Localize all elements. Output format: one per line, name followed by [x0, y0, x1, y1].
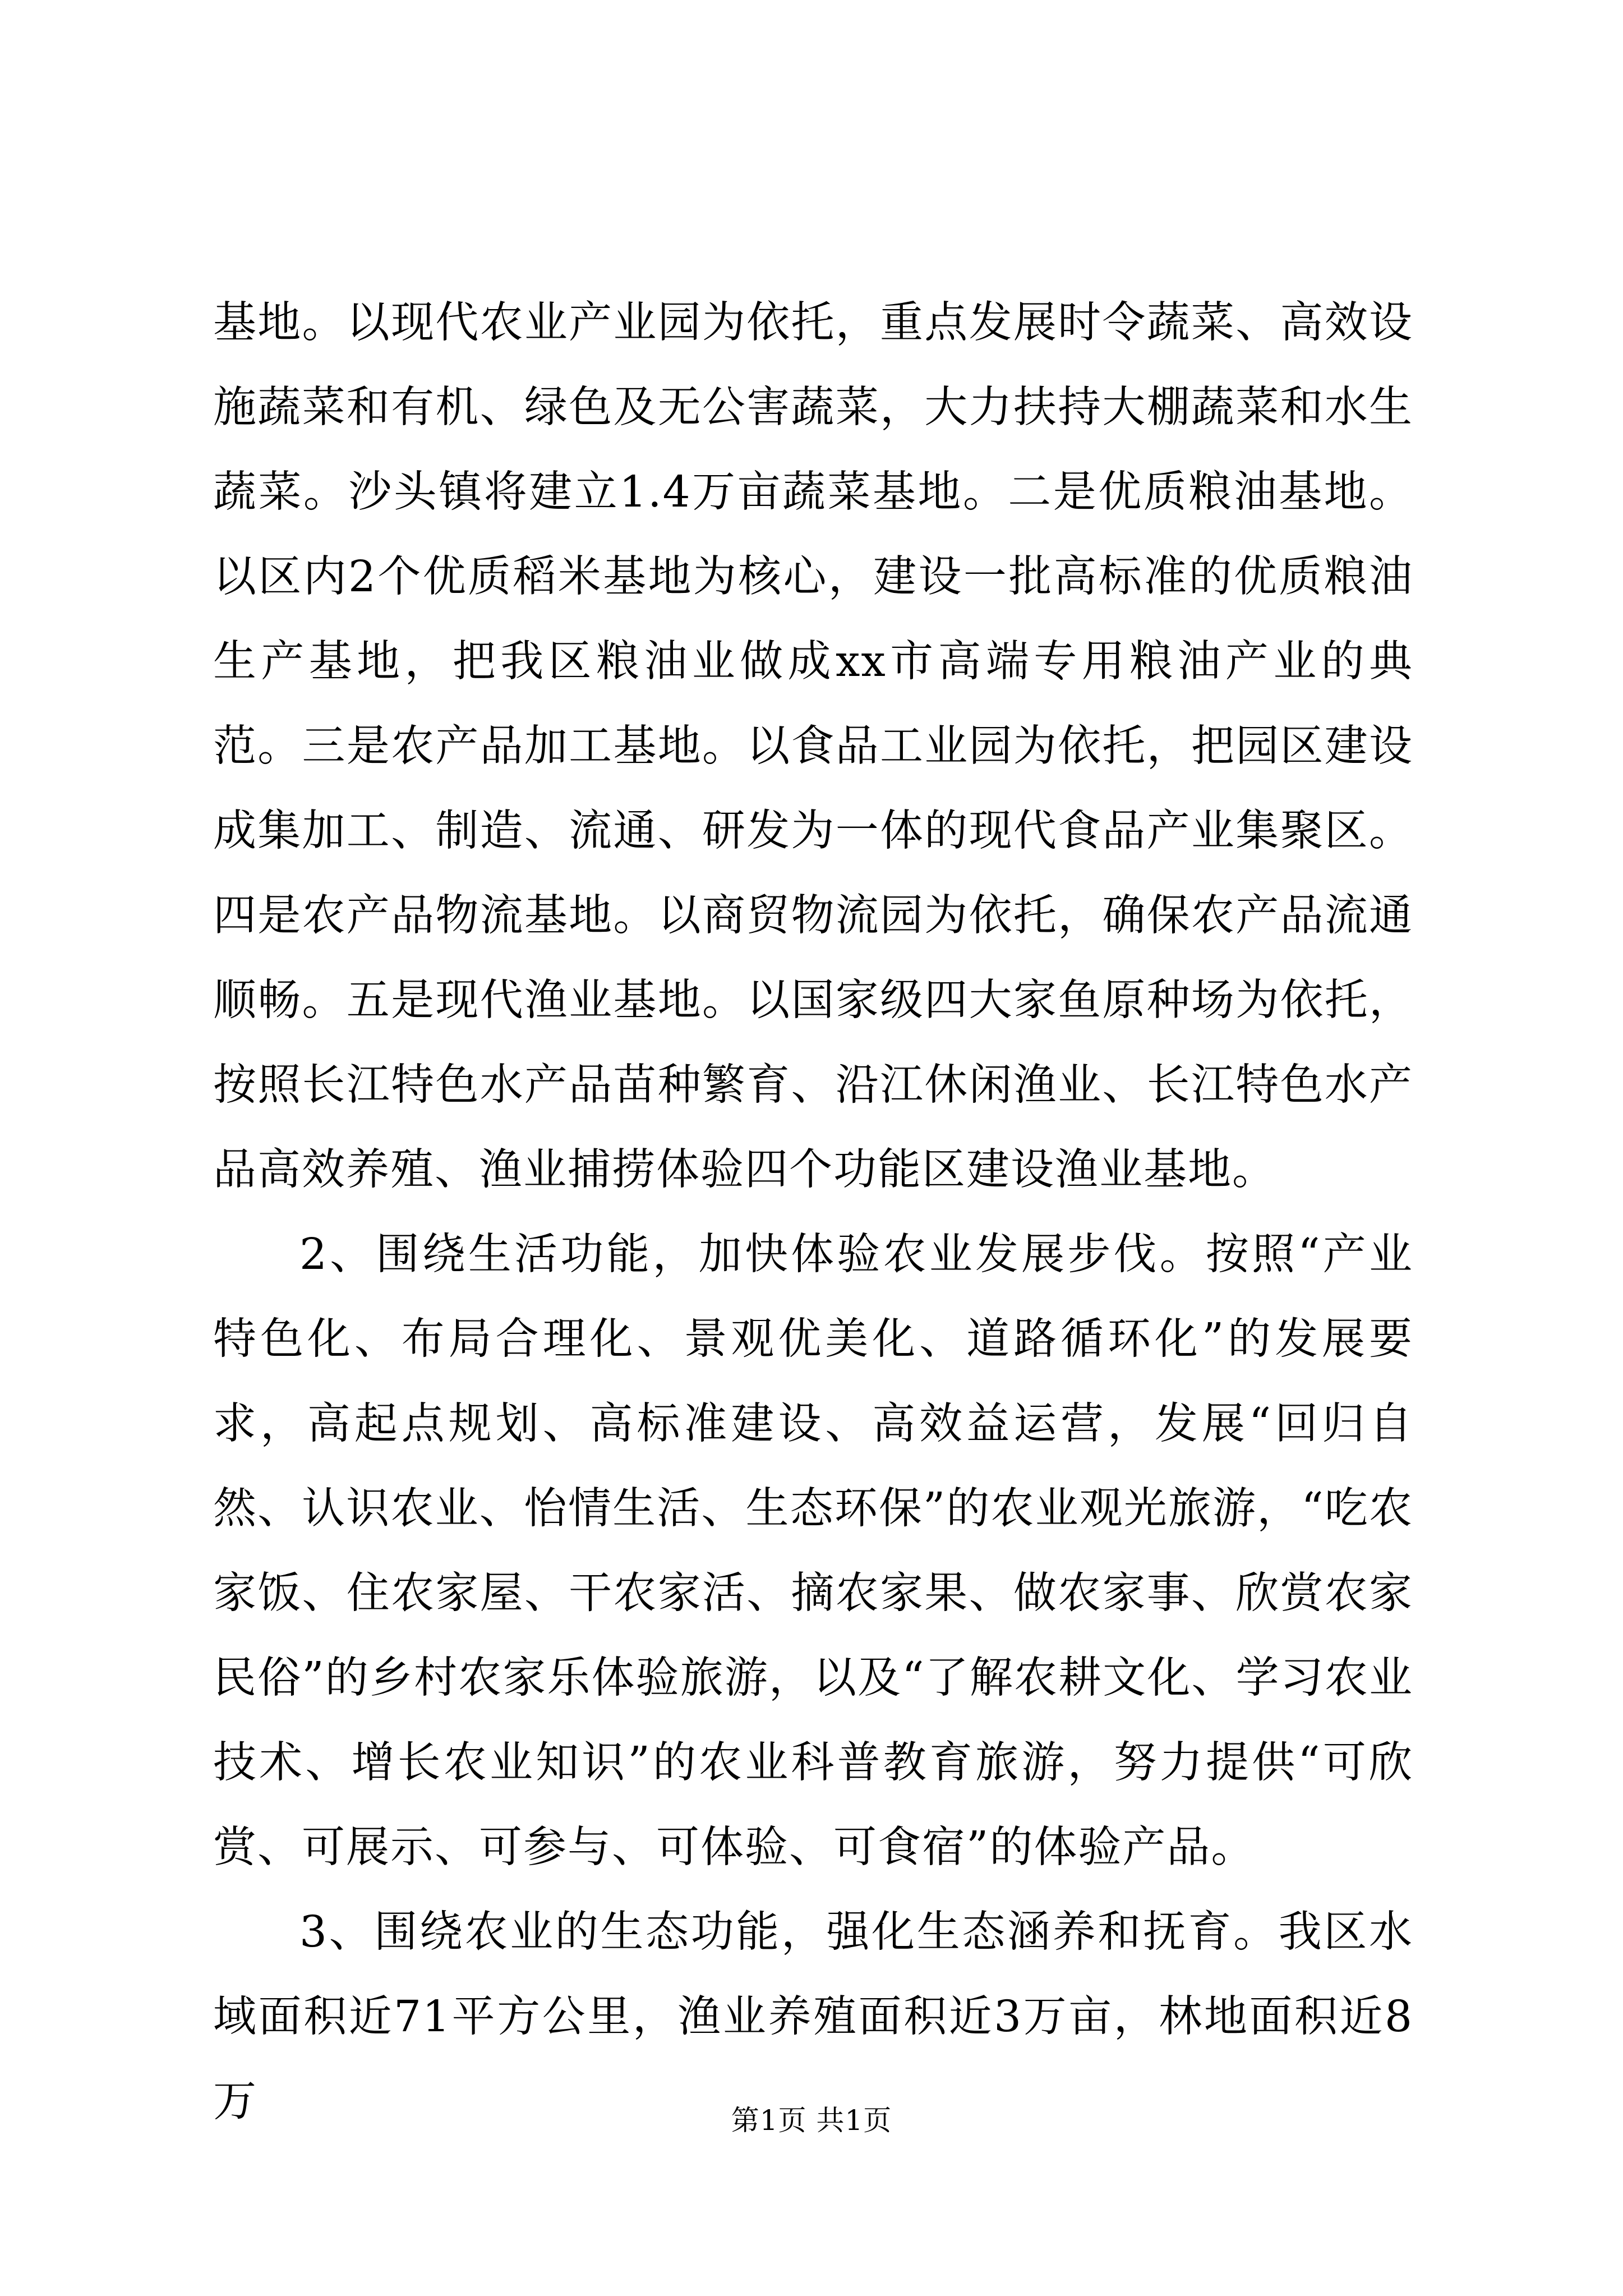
paragraph-ecological-function: 3、围绕农业的生态功能，强化生态涵养和抚育。我区水域面积近71平方公里，渔业养殖面积近3万亩，林地面积近8万: [213, 1907, 1413, 2127]
document-body: [213, 280, 1413, 2144]
page-number-label: 第1页 共1页: [731, 2104, 892, 2137]
paragraph-experience-agriculture: 2、围绕生活功能，加快体验农业发展步伐。按照“产业特色化、布局合理化、景观优美化、道路循环化”的发展要求，高起点规划、高标准建设、高效益运营，发展“回归自然、认识农业、怡情生活、生态环保”的农业观光旅游，“吃农家饭、住农家屋、干农家活、摘农家果、做农家事、欣赏农家民俗”的乡村农家乐体验旅游，以及“了解农耕文化、学习农业技术、增长农业知识”的农业科普教育旅游，努力提供“可欣赏、可展示、可参与、可体验、可食宿”的体验产品。: [213, 1230, 1413, 1872]
page-footer: [0, 2101, 1623, 2140]
paragraph-base-construction: 基地。以现代农业产业园为依托，重点发展时令蔬菜、高效设施蔬菜和有机、绿色及无公害蔬菜，大力扶持大棚蔬菜和水生蔬菜。沙头镇将建立1.4万亩蔬菜基地。二是优质粮油基地。以区内2个优质稻米基地为核心，建设一批高标准的优质粮油生产基地，把我区粮油业做成xx市高端专用粮油产业的典范。三是农产品加工基地。以食品工业园为依托，把园区建设成集加工、制造、流通、研发为一体的现代食品产业集聚区。四是农产品物流基地。以商贸物流园为依托，确保农产品流通顺畅。五是现代渔业基地。以国家级四大家鱼原种场为依托，按照长江特色水产品苗种繁育、沿江休闲渔业、长江特色水产品高效养殖、渔业捕捞体验四个功能区建设渔业基地。: [213, 298, 1413, 1195]
